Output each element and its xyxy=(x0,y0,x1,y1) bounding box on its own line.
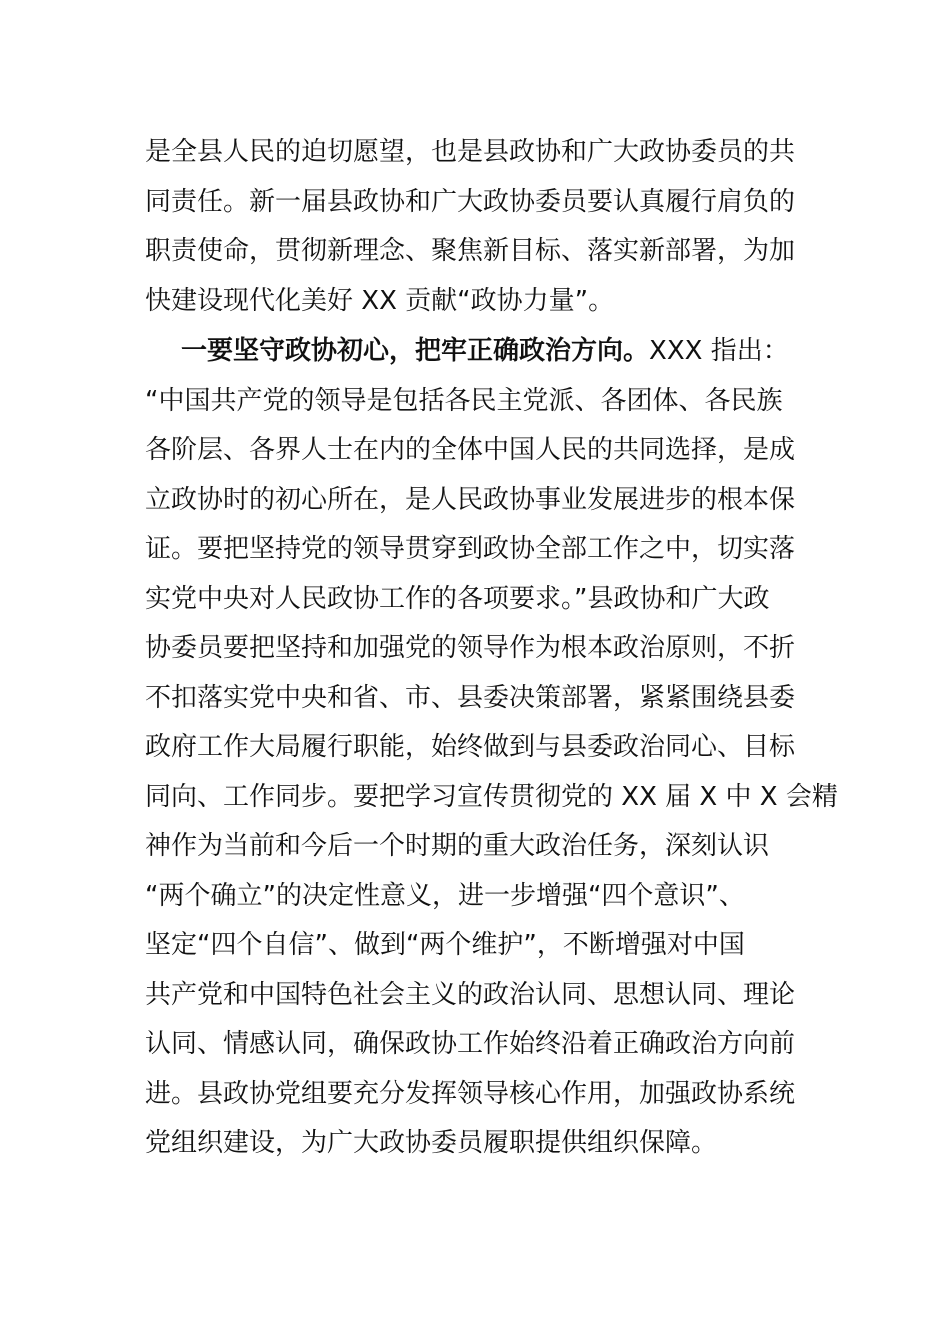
paragraph-line: 共产党和中国特色社会主义的政治认同、思想认同、理论 xyxy=(145,979,796,1010)
section-heading: 一要坚守政协初心，把牢正确政治方向。 xyxy=(181,336,650,366)
paragraph-line: 协委员要把坚持和加强党的领导作为根本政治原则，不折 xyxy=(145,633,796,663)
paragraph-line: 坚定“四个自信”、做到“两个维护”，不断增强对中国 xyxy=(145,930,745,960)
paragraph-line: 进。县政协党组要充分发挥领导核心作用，加强政协系统 xyxy=(145,1078,796,1109)
paragraph-1 xyxy=(145,128,817,326)
paragraph-line: 同责任。新一届县政协和广大政协委员要认真履行肩负的 xyxy=(145,186,796,217)
paragraph-line: 不扣落实党中央和省、市、县委决策部署，紧紧围绕县委 xyxy=(145,682,796,713)
paragraph-2 xyxy=(145,327,838,1169)
paragraph-line: “中国共产党的领导是包括各民主党派、各团体、各民族 xyxy=(145,385,783,416)
paragraph-line: 证。要把坚持党的领导贯穿到政协全部工作之中，切实落 xyxy=(145,534,796,564)
document-body xyxy=(145,128,838,1169)
paragraph-line: “两个确立”的决定性意义，进一步增强“四个意识”、 xyxy=(145,880,745,911)
paragraph-line: 神作为当前和今后一个时期的重大政治任务，深刻认识 xyxy=(145,831,770,861)
paragraph-first-line xyxy=(145,327,817,377)
paragraph-line: 认同、情感认同，确保政协工作始终沿着正确政治方向前 xyxy=(145,1029,796,1059)
paragraph-line: 各阶层、各界人士在内的全体中国人民的共同选择，是成 xyxy=(145,435,796,465)
paragraph-line: 同向、工作同步。要把学习宣传贯彻党的 XX 届 X 中 X 会精 xyxy=(145,781,838,812)
heading-followup-text: XXX 指出： xyxy=(649,336,789,366)
paragraph-line: 实党中央对人民政协工作的各项要求。”县政协和广大政 xyxy=(145,583,770,614)
paragraph-line: 政府工作大局履行职能，始终做到与县委政治同心、目标 xyxy=(145,732,796,762)
paragraph-line: 职责使命，贯彻新理念、聚焦新目标、落实新部署，为加 xyxy=(145,236,796,266)
paragraph-line: 立政协时的初心所在，是人民政协事业发展进步的根本保 xyxy=(145,484,796,515)
paragraph-line: 快建设现代化美好 XX 贡献“政协力量”。 xyxy=(145,285,615,316)
paragraph-line: 党组织建设，为广大政协委员履职提供组织保障。 xyxy=(145,1128,718,1158)
paragraph-line: 是全县人民的迫切愿望，也是县政协和广大政协委员的共 xyxy=(145,137,796,167)
